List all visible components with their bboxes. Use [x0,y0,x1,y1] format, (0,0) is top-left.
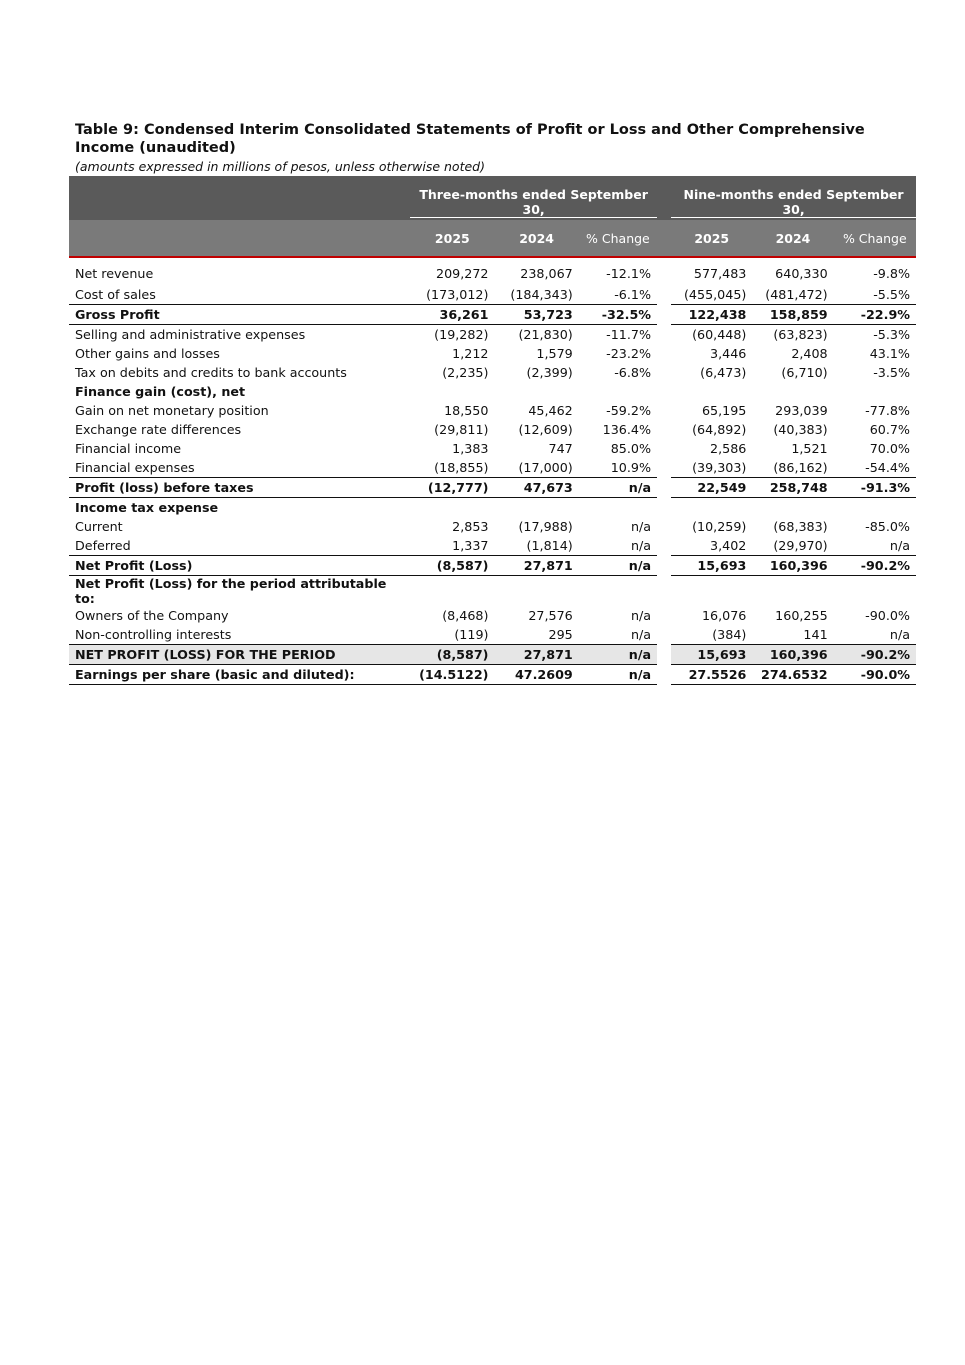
table-cell-value: n/a [889,627,910,642]
table-subtitle: (amounts expressed in millions of pesos, unless otherwise noted) [75,159,485,174]
table-cell-label [671,382,752,401]
table-cell-value: -90.0% [865,608,910,623]
table-cell-label [494,382,578,401]
header-row-groups [69,176,916,220]
table-cell-value: n/a [579,645,657,665]
table-cell-value: (60,448) [671,325,752,345]
table-cell-label: Income tax expense [69,498,410,518]
table-cell-value: (14.5122) [410,665,494,685]
header-blank [69,220,410,257]
table-cell-value: (2,235) [442,365,489,380]
table-cell-value: (12,777) [410,478,494,498]
header-gap [657,176,671,220]
table-cell-value: 27,871 [494,645,578,665]
table-cell-label: Financial income [75,441,182,456]
table-cell-value: (173,012) [426,287,489,302]
table-cell-label [579,498,657,518]
table-cell-value: -54.4% [865,460,910,475]
column-gap [657,536,671,556]
table-cell-value: (63,823) [752,325,833,345]
table-cell-value: (6,473) [700,365,747,380]
table-cell-value: 45,462 [528,403,573,418]
table-cell-value: (18,855) [434,460,489,475]
document [69,121,916,685]
table-cell-value: 1,337 [452,538,489,553]
header-2024-9m: 2024 [752,220,833,257]
row-cost-of-sales [69,283,916,305]
row-net-profit-period [69,645,916,665]
table-cell-value: (68,383) [773,519,828,534]
table-cell-value: 47.2609 [494,665,578,685]
table-cell-label: Gain on net monetary position [75,403,269,418]
table-cell-label: Deferred [75,538,131,553]
table-cell-value: -5.5% [873,287,910,302]
table-cell-value: (8,468) [442,608,489,623]
header-change-9m: % Change [834,220,916,257]
table-cell-label [410,498,494,518]
column-gap [657,325,671,345]
table-cell-label: Other gains and losses [75,346,220,361]
column-gap [657,439,671,458]
table-cell-value: 122,438 [671,305,752,325]
table-cell-label [752,382,833,401]
row-profit-before-taxes [69,478,916,498]
table-cell-value: n/a [630,627,652,642]
table-cell-label: Net revenue [75,266,154,281]
table-cell-value: 141 [803,627,828,642]
row-income-tax-section [69,498,916,518]
table-cell-label: Financial expenses [75,460,195,475]
table-cell-value: 3,446 [710,346,747,361]
table-cell-value: 27,871 [494,556,578,576]
table-cell-value: 43.1% [869,346,910,361]
table-cell-value: 10.9% [610,460,652,475]
table-cell-value: (2,399) [526,365,573,380]
table-cell-value: 258,748 [752,478,833,498]
table-cell-value: -91.3% [834,478,916,498]
table-cell-value: -9.8% [873,266,910,281]
table-cell-value: (29,811) [434,422,489,437]
table-cell-value: 209,272 [436,266,489,281]
row-net-monetary [69,401,916,420]
table-cell-label: Earnings per share (basic and diluted): [69,665,410,685]
table-cell-value: 160,396 [752,556,833,576]
column-gap [657,257,671,283]
table-cell-value: n/a [630,519,652,534]
row-owners [69,606,916,625]
table-cell-label [410,382,494,401]
table-cell-value: -22.9% [834,305,916,325]
table-cell-value: 16,076 [701,608,747,623]
table-cell-value: (64,892) [692,422,747,437]
table-cell-value: (21,830) [494,325,578,345]
table-cell-value: (29,970) [773,538,828,553]
table-cell-value: 158,859 [752,305,833,325]
table-cell-label: NET PROFIT (LOSS) FOR THE PERIOD [69,645,410,665]
table-cell-label: Net Profit (Loss) for the period attributable to: [69,576,410,607]
table-cell-value: (481,472) [765,287,828,302]
column-gap [657,576,671,607]
table-cell-value: (1,814) [526,538,573,553]
table-cell-label: Current [75,519,123,534]
header-gap [657,220,671,257]
column-gap [657,420,671,439]
table-cell-label [494,576,578,607]
column-gap [657,606,671,625]
table-cell-value: 274.6532 [752,665,833,685]
table-cell-value: -90.2% [834,556,916,576]
row-selling-admin [69,325,916,345]
table-cell-label: Cost of sales [75,287,156,302]
table-cell-value: 2,408 [791,346,828,361]
column-gap [657,478,671,498]
row-current-tax [69,517,916,536]
table-title: Table 9: Condensed Interim Consolidated Statements of Profit or Loss and Other Comprehensive Income (unaudited) [75,122,865,156]
table-cell-label: Non-controlling interests [75,627,232,642]
table-cell-value: 747 [548,441,573,456]
table-cell-label: Tax on debits and credits to bank accounts [75,365,347,380]
row-eps [69,665,916,685]
column-gap [657,401,671,420]
row-gross-profit [69,305,916,325]
table-cell-value: n/a [630,538,652,553]
column-gap [657,458,671,478]
table-cell-value: 160,396 [752,645,833,665]
table-cell-value: -85.0% [865,519,910,534]
header-2024-q: 2024 [494,220,578,257]
table-cell-value: 2,586 [710,441,747,456]
table-cell-label: Profit (loss) before taxes [69,478,410,498]
table-cell-value: -90.2% [834,645,916,665]
income-statement-table [69,176,916,685]
header-2025-q: 2025 [410,220,494,257]
table-cell-value: -90.0% [834,665,916,685]
header-three-months: Three-months ended September 30, [410,176,657,220]
column-gap [657,517,671,536]
table-cell-value: 22,549 [671,478,752,498]
header-change-q: % Change [579,220,657,257]
table-cell-value: 136.4% [602,422,652,437]
table-cell-value: 3,402 [710,538,747,553]
table-cell-value: (40,383) [773,422,828,437]
row-attributable-section [69,576,916,607]
table-cell-label [752,498,833,518]
row-exchange-rate [69,420,916,439]
table-cell-label: Finance gain (cost), net [75,384,246,399]
table-cell-value: n/a [579,478,657,498]
table-cell-value: -59.2% [606,403,652,418]
table-cell-value: 47,673 [494,478,578,498]
table-cell-label [834,498,916,518]
table-cell-value: (39,303) [692,460,747,475]
table-cell-value: -77.8% [865,403,910,418]
table-cell-value: -23.2% [606,346,652,361]
row-financial-expenses [69,458,916,478]
column-gap [657,665,671,685]
table-cell-value: (17,988) [518,519,573,534]
row-financial-income [69,439,916,458]
table-cell-value: n/a [889,538,910,553]
column-gap [657,363,671,382]
header-row-columns [69,220,916,257]
table-cell-value: (119) [454,627,489,642]
table-cell-label [579,576,657,607]
table-cell-value: -6.8% [614,365,652,380]
table-cell-value: 27.5526 [671,665,752,685]
column-gap [657,382,671,401]
table-cell-value: 293,039 [775,403,828,418]
table-cell-value: 577,483 [693,266,747,281]
table-cell-value: 53,723 [494,305,578,325]
row-tax-debits-credits [69,363,916,382]
table-cell-label [834,382,916,401]
table-cell-value: -3.5% [873,365,910,380]
row-finance-section [69,382,916,401]
table-cell-value: 160,255 [775,608,828,623]
table-cell-label [834,576,916,607]
table-cell-value: 15,693 [671,645,752,665]
column-gap [657,645,671,665]
table-cell-value: 85.0% [610,441,652,456]
table-cell-label [752,576,833,607]
table-cell-value: n/a [579,665,657,685]
column-gap [657,283,671,305]
column-gap [657,625,671,645]
header-2025-9m: 2025 [671,220,752,257]
table-cell-label: Exchange rate differences [75,422,242,437]
table-cell-value: 36,261 [410,305,494,325]
table-cell-label [671,498,752,518]
table-cell-label: Gross Profit [69,305,410,325]
table-cell-value: (86,162) [773,460,828,475]
table-cell-value: n/a [579,556,657,576]
header-nine-months: Nine-months ended September 30, [671,176,916,220]
table-cell-value: n/a [630,608,652,623]
table-cell-value: (17,000) [518,460,573,475]
table-cell-label: Selling and administrative expenses [69,325,410,345]
table-cell-value: (184,343) [510,287,573,302]
table-cell-value: -32.5% [579,305,657,325]
table-cell-value: (8,587) [410,556,494,576]
row-non-controlling [69,625,916,645]
table-cell-value: 295 [548,627,573,642]
table-cell-value: -11.7% [579,325,657,345]
column-gap [657,344,671,363]
table-cell-value: 238,067 [520,266,573,281]
table-cell-value: (8,587) [410,645,494,665]
table-cell-value: 1,212 [452,346,489,361]
table-cell-label [410,576,494,607]
row-net-profit [69,556,916,576]
table-cell-value: -6.1% [614,287,652,302]
table-cell-label [494,498,578,518]
table-cell-value: (19,282) [410,325,494,345]
table-cell-value: 1,383 [452,441,489,456]
table-cell-value: 15,693 [671,556,752,576]
table-cell-value: (455,045) [683,287,747,302]
table-cell-value: 2,853 [452,519,489,534]
table-cell-value: -5.3% [834,325,916,345]
row-other-gains [69,344,916,363]
table-cell-value: 18,550 [444,403,489,418]
table-cell-value: (384) [712,627,747,642]
table-cell-value: (12,609) [518,422,573,437]
table-cell-value: 60.7% [869,422,910,437]
table-cell-value: -12.1% [606,266,652,281]
table-cell-value: 640,330 [775,266,828,281]
table-cell-value: 1,521 [791,441,828,456]
table-cell-label [671,576,752,607]
table-cell-value: 1,579 [536,346,573,361]
row-net-revenue [69,257,916,283]
row-deferred-tax [69,536,916,556]
table-cell-value: 27,576 [528,608,573,623]
header-blank [69,176,410,220]
table-cell-label: Owners of the Company [75,608,229,623]
table-cell-label [579,382,657,401]
table-cell-value: (6,710) [781,365,828,380]
table-cell-label: Net Profit (Loss) [69,556,410,576]
table-cell-value: (10,259) [692,519,747,534]
column-gap [657,556,671,576]
table-cell-value: 65,195 [701,403,747,418]
table-cell-value: 70.0% [869,441,910,456]
column-gap [657,498,671,518]
column-gap [657,305,671,325]
